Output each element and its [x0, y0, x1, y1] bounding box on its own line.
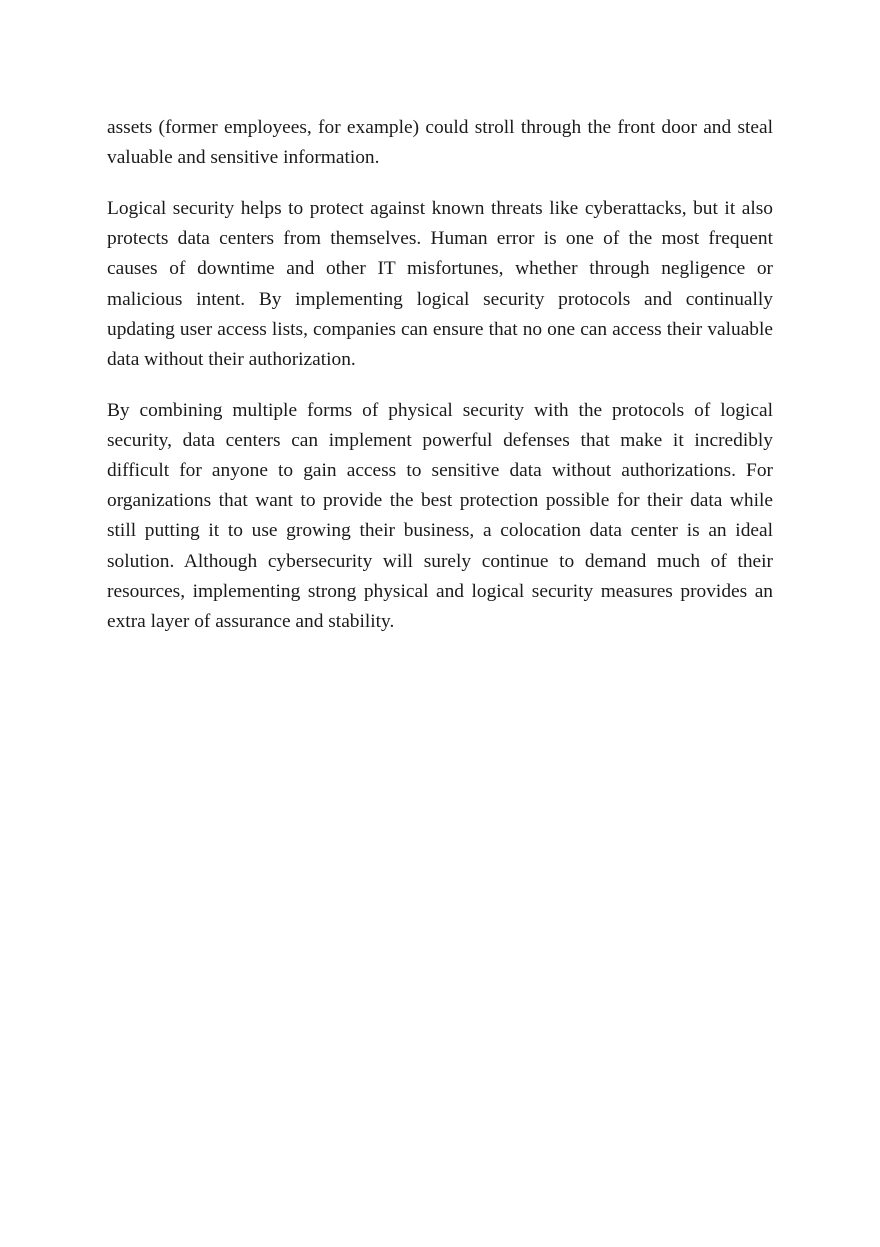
paragraph-logical-security: Logical security helps to protect against known threats like cyberattacks, but it also protects data centers from themselves. Human error is one of the most frequent causes of downtime and other IT misfortunes, whether through negligence or malicious intent. By implementing logical security protocols and continually updating user access lists, companies can ensure that no one can access their valuable data without their authorization. [107, 197, 773, 370]
paragraph-combined-security: By combining multiple forms of physical security with the protocols of logical security, data centers can implement powerful defenses that make it incredibly difficult for anyone to gain access to sensitive data without authorizations. For organizations that want to provide the best protection possible for their data while still putting it to use growing their business, a colocation data center is an ideal solution. Although cybersecurity will surely continue to demand much of their resources, implementing strong physical and logical security measures provides an extra layer of assurance and stability. [107, 399, 773, 633]
body-text [107, 113, 773, 658]
paragraph-continued-assets: assets (former employees, for example) could stroll through the front door and steal valuable and sensitive information. [107, 117, 773, 169]
